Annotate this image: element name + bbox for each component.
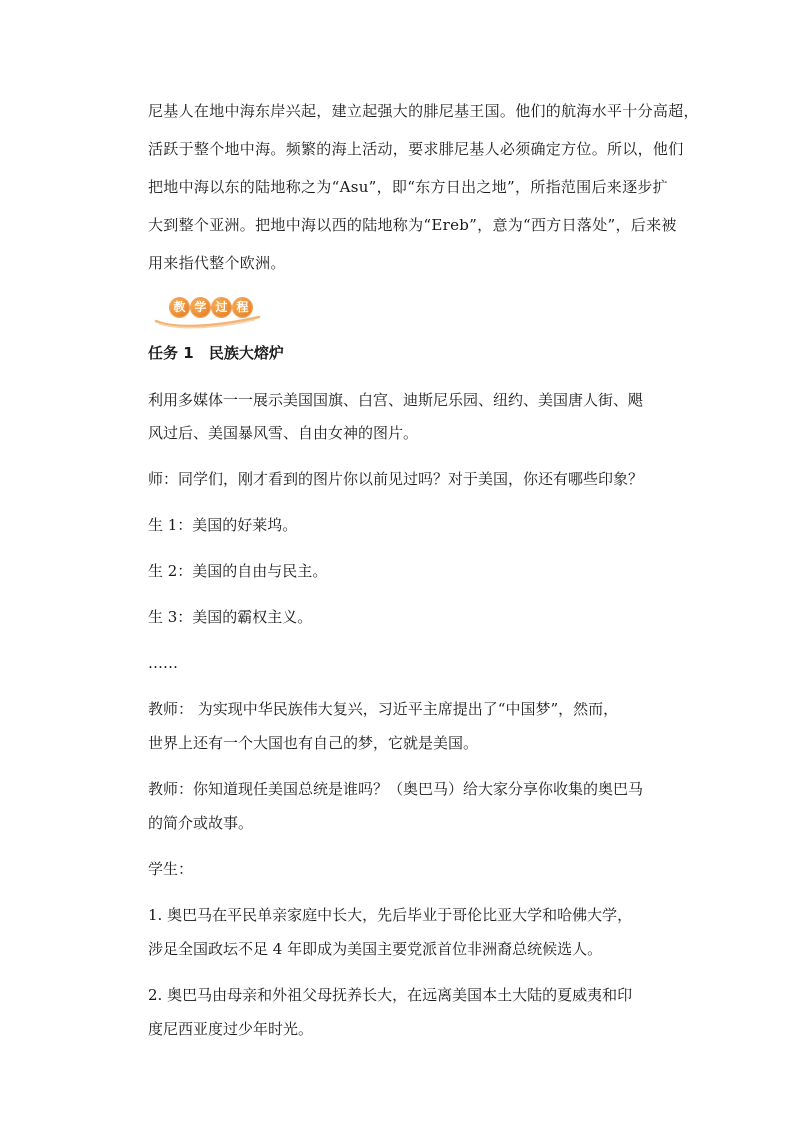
paragraph-teacher-question: 师：同学们，刚才看到的图片你以前见过吗？对于美国，你还有哪些印象？ [148,470,644,488]
paragraph-student-2: 生 2：美国的自由与民主。 [148,562,328,580]
text-line: 活跃于整个地中海。频繁的海上活动，要求腓尼基人必须确定方位。所以，他们 [148,140,684,158]
section-badge-char: 学 [191,298,210,317]
paragraph-student-1: 生 1：美国的好莱坞。 [148,516,298,534]
intro-paragraph [148,97,699,277]
text-line: 大到整个亚洲。把地中海以西的陆地称为“Ereb”，意为“西方日落处”，后来被 [148,216,677,234]
section-badge-char: 教 [170,298,189,317]
paragraph-multimedia [148,386,668,447]
section-header-teaching-process [148,295,668,329]
text-line: 尼基人在地中海东岸兴起，建立起强大的腓尼基王国。他们的航海水平十分高超， [148,102,699,120]
text-line: 的简介或故事。 [148,814,254,832]
paragraph-obama-fact-2 [148,981,668,1043]
text-line: 教师：你知道现任美国总统是谁吗？（奥巴马）给大家分享你收集的奥巴马 [148,780,644,798]
section-badge-group [170,298,252,317]
task-number: 任务 1 [148,344,194,362]
text-line: 把地中海以东的陆地称之为“Asu”，即“东方日出之地”，所指范围后来逐步扩 [148,178,668,196]
paragraph-obama-question [148,775,668,837]
paragraph-student-3: 生 3：美国的霸权主义。 [148,608,313,626]
task-name: 民族大熔炉 [208,344,284,362]
text-line: 1. 奥巴马在平民单亲家庭中长大，先后毕业于哥伦比亚大学和哈佛大学， [148,906,633,924]
task-heading [148,339,668,367]
document-page [148,97,699,1043]
text-line: 风过后、美国暴风雪、自由女神的图片。 [148,424,419,442]
text-line: 度尼西亚度过少年时光。 [148,1020,314,1038]
text-line: 利用多媒体一一展示美国国旗、白宫、迪斯尼乐园、纽约、美国唐人街、飓 [148,391,644,409]
paragraph-obama-fact-1 [148,901,668,963]
text-line: 涉足全国政坛不足 4 年即成为美国主要党派首位非洲裔总统候选人。 [148,940,603,958]
paragraph-students-label: 学生： [148,860,194,878]
paragraph-china-dream [148,695,668,757]
text-line: 教师： 为实现中华民族伟大复兴，习近平主席提出了“中国梦”，然而， [148,700,619,718]
paragraph-ellipsis: …… [148,654,178,672]
text-line: 用来指代整个欧洲。 [148,254,286,272]
section-badge-char: 程 [233,298,252,317]
text-line: 2. 奥巴马由母亲和外祖父母抚养长大，在远离美国本土大陆的夏威夷和印 [148,986,633,1004]
text-line: 世界上还有一个大国也有自己的梦，它就是美国。 [148,734,479,752]
section-badge-char: 过 [212,298,231,317]
